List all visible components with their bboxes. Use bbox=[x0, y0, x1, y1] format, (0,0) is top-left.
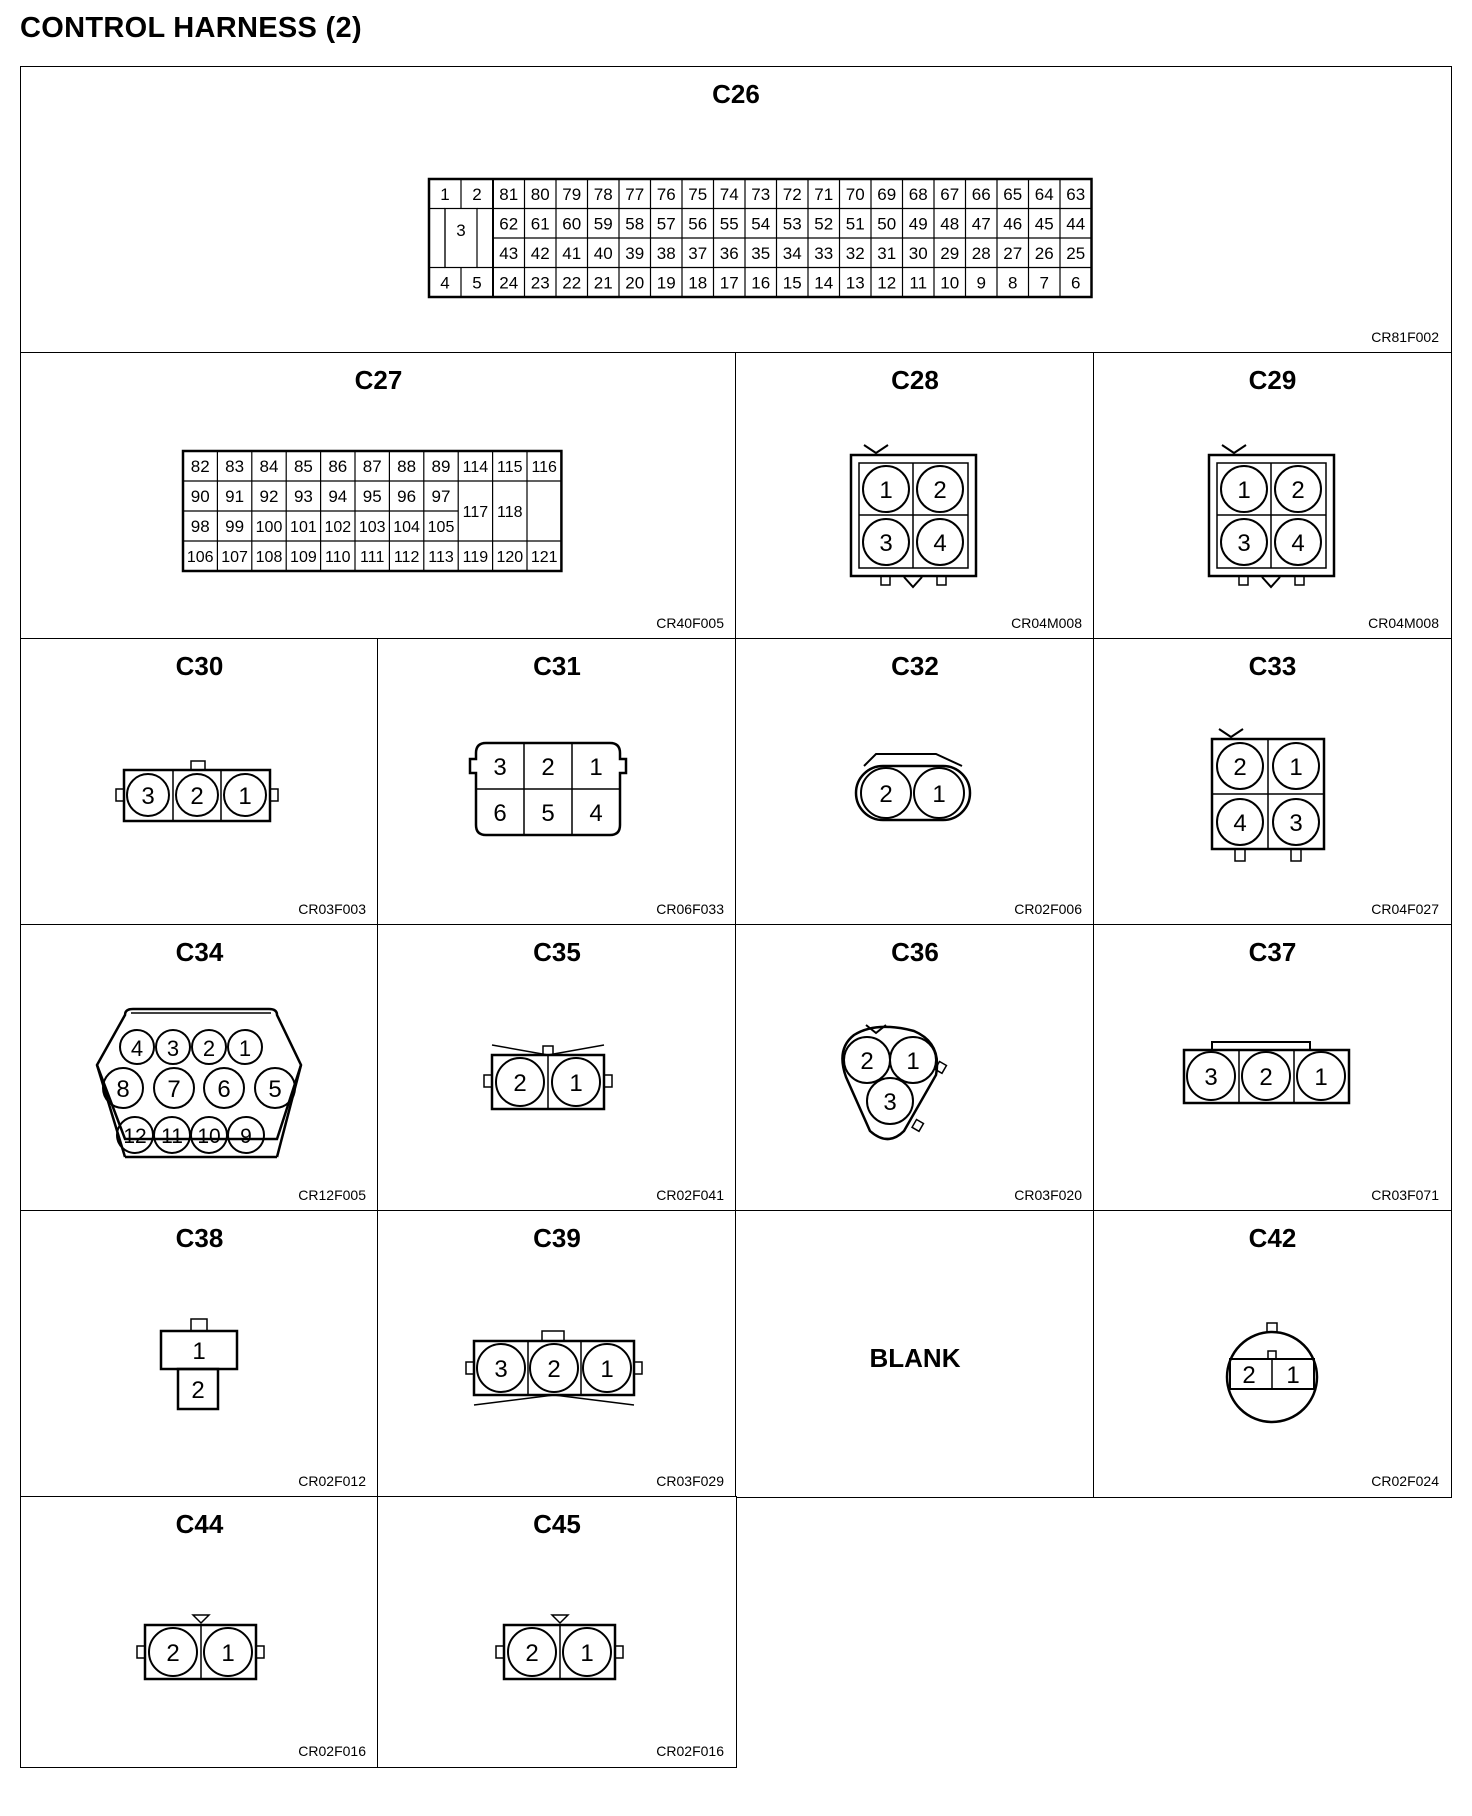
pin-number: 16 bbox=[751, 273, 771, 293]
connector-c34-diagram bbox=[21, 925, 381, 1213]
connector-c38-pin: 2 bbox=[191, 1377, 205, 1404]
pin-number: 110 bbox=[325, 549, 351, 566]
connector-c39-label: C39 bbox=[533, 1223, 581, 1253]
pin-number: 50 bbox=[877, 214, 897, 234]
pin-number: 29 bbox=[940, 244, 960, 263]
connector-c27-label: C27 bbox=[354, 365, 403, 395]
pin-number: 83 bbox=[225, 457, 245, 476]
connector-c38-diagram bbox=[21, 1211, 381, 1499]
pin-number: 31 bbox=[877, 244, 897, 263]
connector-c32-cell bbox=[735, 638, 1095, 926]
connector-c36-cell bbox=[735, 924, 1095, 1212]
pin-number: 84 bbox=[259, 457, 279, 476]
pin-number: 113 bbox=[428, 549, 454, 566]
pin-number: 60 bbox=[562, 214, 582, 234]
connector-c42-diagram bbox=[1094, 1211, 1454, 1499]
pin-number: 66 bbox=[971, 185, 991, 204]
pin-number: 38 bbox=[656, 244, 676, 263]
pin-number: 77 bbox=[625, 185, 645, 204]
pin-number: 46 bbox=[1003, 214, 1023, 234]
connector-c42-label: C42 bbox=[1248, 1223, 1297, 1253]
pin-number: 88 bbox=[397, 457, 417, 476]
pin-number: 57 bbox=[656, 214, 676, 234]
pin-number: 61 bbox=[530, 214, 550, 234]
pin-number: 45 bbox=[1034, 214, 1054, 234]
connector-c28-label: C28 bbox=[891, 365, 939, 395]
pin-number: 103 bbox=[358, 519, 386, 536]
connector-c26-label: C26 bbox=[712, 79, 760, 109]
pin-number: 73 bbox=[751, 185, 771, 204]
pin-number: 68 bbox=[908, 185, 928, 204]
connector-c37-code: CR03F071 bbox=[1371, 1187, 1439, 1203]
pin-number: 64 bbox=[1034, 185, 1054, 204]
blank-cell bbox=[735, 1210, 1095, 1498]
connector-c37-pin: 2 bbox=[1259, 1064, 1273, 1091]
connector-c31-pin: 1 bbox=[589, 754, 603, 781]
pin-number: 24 bbox=[499, 273, 519, 293]
connector-c36-pin: 3 bbox=[883, 1089, 897, 1116]
pin-number: 114 bbox=[462, 459, 489, 476]
connector-c39-pin: 1 bbox=[600, 1356, 614, 1383]
pin-number: 107 bbox=[221, 549, 248, 566]
pin-number: 106 bbox=[186, 549, 214, 566]
pin-number: 10 bbox=[940, 273, 960, 293]
pin-number: 9 bbox=[976, 273, 986, 293]
pin-number: 11 bbox=[909, 273, 928, 293]
pin-number: 85 bbox=[293, 457, 313, 476]
pin-number: 91 bbox=[225, 487, 245, 506]
connector-c36-label: C36 bbox=[891, 937, 939, 967]
pin-number: 105 bbox=[427, 519, 455, 536]
connector-c28-diagram bbox=[736, 353, 1096, 641]
pin-number: 25 bbox=[1066, 244, 1086, 263]
connector-c38-pin: 1 bbox=[192, 1338, 206, 1365]
connector-c45-pin: 1 bbox=[580, 1640, 594, 1667]
connector-c36-diagram bbox=[736, 925, 1096, 1213]
connector-c28-code: CR04M008 bbox=[1011, 615, 1082, 631]
connector-c30-code: CR03F003 bbox=[298, 901, 366, 917]
pin-number: 120 bbox=[496, 549, 524, 566]
pin-number: 101 bbox=[290, 519, 317, 536]
pin-number: 97 bbox=[431, 487, 451, 506]
pin-number: 119 bbox=[462, 549, 489, 566]
connector-c34-pin: 2 bbox=[202, 1036, 216, 1061]
connector-c34-pin: 3 bbox=[166, 1036, 180, 1061]
pin-number: 99 bbox=[225, 517, 245, 536]
blank-label: BLANK bbox=[869, 1343, 961, 1373]
pin-number: 96 bbox=[397, 487, 417, 506]
connector-c44-label: C44 bbox=[175, 1509, 224, 1539]
connector-c28-pin: 1 bbox=[879, 477, 893, 504]
connector-c33-pin: 1 bbox=[1289, 754, 1303, 781]
pin-number: 104 bbox=[393, 519, 420, 536]
connector-c38-code: CR02F012 bbox=[298, 1473, 366, 1489]
pin-number: 20 bbox=[625, 273, 645, 293]
pin-number: 27 bbox=[1003, 244, 1023, 263]
pin-number: 52 bbox=[814, 214, 834, 234]
connector-c44-diagram bbox=[21, 1497, 381, 1769]
connector-c29-pin: 4 bbox=[1291, 530, 1305, 557]
connector-c27-diagram bbox=[179, 443, 579, 573]
pin-number: 82 bbox=[190, 457, 210, 476]
connector-c32-code: CR02F006 bbox=[1014, 901, 1082, 917]
connector-c34-pin: 11 bbox=[161, 1125, 183, 1148]
connector-c30-diagram bbox=[21, 639, 381, 927]
connector-c37-pin: 1 bbox=[1314, 1064, 1328, 1091]
pin-number: 74 bbox=[719, 185, 739, 204]
connector-c33-pin: 2 bbox=[1233, 754, 1247, 781]
connector-c39-cell bbox=[377, 1210, 737, 1498]
pin-number: 53 bbox=[782, 214, 802, 234]
pin-number: 15 bbox=[782, 273, 802, 293]
connector-c33-code: CR04F027 bbox=[1371, 901, 1439, 917]
pin-number: 59 bbox=[593, 214, 613, 234]
pin-number: 1 bbox=[440, 185, 450, 204]
pin-number: 72 bbox=[782, 185, 802, 204]
connector-c28-cell bbox=[735, 352, 1095, 640]
connector-c26-cell bbox=[20, 66, 1452, 354]
pin-number: 48 bbox=[940, 214, 960, 234]
connector-c34-pin: 10 bbox=[197, 1125, 221, 1148]
pin-number: 18 bbox=[688, 273, 708, 293]
pin-number: 89 bbox=[431, 457, 451, 476]
connector-c33-cell bbox=[1093, 638, 1452, 926]
connector-c44-code: CR02F016 bbox=[298, 1743, 366, 1759]
pin-number: 49 bbox=[908, 214, 928, 234]
pin-number: 86 bbox=[328, 457, 348, 476]
pin-number: 80 bbox=[530, 185, 550, 204]
pin-number: 40 bbox=[593, 244, 613, 263]
connector-c31-pin: 4 bbox=[589, 800, 603, 827]
pin-number: 93 bbox=[293, 487, 313, 506]
pin-number: 12 bbox=[877, 273, 897, 293]
pin-number: 90 bbox=[190, 487, 210, 506]
pin-number: 111 bbox=[360, 549, 385, 566]
connector-c39-diagram bbox=[378, 1211, 738, 1499]
pin-number: 67 bbox=[940, 185, 960, 204]
pin-number: 6 bbox=[1071, 273, 1081, 293]
connector-c44-cell bbox=[20, 1496, 379, 1768]
pin-number: 109 bbox=[290, 549, 317, 566]
connector-c34-code: CR12F005 bbox=[298, 1187, 366, 1203]
connector-c29-code: CR04M008 bbox=[1368, 615, 1439, 631]
pin-number: 95 bbox=[362, 487, 382, 506]
connector-c29-pin: 1 bbox=[1237, 477, 1251, 504]
connector-c34-label: C34 bbox=[175, 937, 224, 967]
pin-number: 62 bbox=[499, 214, 519, 234]
connector-c28-pin: 4 bbox=[933, 530, 947, 557]
connector-c42-cell bbox=[1093, 1210, 1452, 1498]
connector-c34-cell bbox=[20, 924, 379, 1212]
connector-c33-label: C33 bbox=[1248, 651, 1297, 681]
pin-number: 115 bbox=[497, 459, 523, 476]
pin-number: 75 bbox=[688, 185, 708, 204]
pin-number: 7 bbox=[1039, 273, 1049, 293]
pin-number: 8 bbox=[1008, 273, 1018, 293]
pin-number: 100 bbox=[255, 519, 283, 536]
connector-c45-cell bbox=[377, 1496, 737, 1768]
pin-number: 118 bbox=[497, 504, 523, 521]
pin-number: 41 bbox=[562, 244, 582, 263]
pin-number: 37 bbox=[688, 244, 708, 263]
connector-c30-pin: 3 bbox=[141, 783, 155, 810]
connector-c31-pin: 6 bbox=[493, 800, 507, 827]
connector-c30-cell bbox=[20, 638, 379, 926]
connector-c38-cell bbox=[20, 1210, 379, 1498]
connector-c29-cell bbox=[1093, 352, 1452, 640]
pin-number: 42 bbox=[530, 244, 550, 263]
page-title: CONTROL HARNESS (2) bbox=[20, 12, 362, 44]
connector-c37-diagram bbox=[1094, 925, 1454, 1213]
pin-number: 112 bbox=[393, 549, 420, 566]
pin-number: 47 bbox=[971, 214, 991, 234]
pin-number: 102 bbox=[324, 519, 352, 536]
connector-c34-pin: 6 bbox=[217, 1076, 231, 1103]
connector-c36-pin: 1 bbox=[906, 1048, 920, 1075]
connector-c34-pin: 8 bbox=[116, 1076, 130, 1103]
connector-c45-code: CR02F016 bbox=[656, 1743, 724, 1759]
pin-number: 116 bbox=[531, 459, 557, 476]
pin-number: 33 bbox=[814, 244, 834, 263]
pin-number: 98 bbox=[190, 517, 210, 536]
connector-c34-pin: 9 bbox=[240, 1125, 252, 1148]
pin-number: 94 bbox=[328, 487, 348, 506]
connector-c29-label: C29 bbox=[1248, 365, 1297, 395]
connector-c35-cell bbox=[377, 924, 737, 1212]
pin-number: 121 bbox=[530, 549, 558, 566]
connector-c31-label: C31 bbox=[533, 651, 581, 681]
connector-c45-label: C45 bbox=[533, 1509, 581, 1539]
connector-c44-pin: 1 bbox=[221, 1640, 235, 1667]
pin-number: 69 bbox=[877, 185, 897, 204]
connector-c30-label: C30 bbox=[175, 651, 224, 681]
pin-number: 23 bbox=[530, 273, 550, 293]
pin-number: 26 bbox=[1034, 244, 1054, 263]
pin-number: 2 bbox=[472, 185, 482, 204]
connector-c32-label: C32 bbox=[891, 651, 939, 681]
connector-c34-pin: 7 bbox=[167, 1076, 181, 1103]
pin-number: 21 bbox=[593, 273, 613, 293]
pin-number: 19 bbox=[656, 273, 676, 293]
pin-number: 39 bbox=[625, 244, 645, 263]
connector-c28-pin: 2 bbox=[933, 477, 947, 504]
pin-number: 44 bbox=[1066, 214, 1086, 234]
connector-c31-pin: 5 bbox=[541, 800, 555, 827]
connector-c36-pin: 2 bbox=[860, 1048, 874, 1075]
pin-number: 43 bbox=[499, 244, 519, 263]
connector-c35-label: C35 bbox=[533, 937, 581, 967]
connector-c26-code: CR81F002 bbox=[1371, 329, 1439, 345]
pin-number: 14 bbox=[814, 273, 834, 293]
connector-c35-diagram bbox=[378, 925, 738, 1213]
pin-number: 87 bbox=[362, 457, 382, 476]
pin-number: 4 bbox=[440, 273, 450, 293]
connector-c31-diagram bbox=[378, 639, 738, 927]
pin-number: 79 bbox=[562, 185, 582, 204]
connector-c38-label: C38 bbox=[175, 1223, 224, 1253]
pin-number: 81 bbox=[499, 185, 519, 204]
connector-c32-pin: 1 bbox=[932, 781, 946, 808]
pin-number: 13 bbox=[845, 273, 865, 293]
connector-c29-diagram bbox=[1094, 353, 1454, 641]
connector-c42-code: CR02F024 bbox=[1371, 1473, 1439, 1489]
pin-number: 56 bbox=[688, 214, 708, 234]
connector-c36-code: CR03F020 bbox=[1014, 1187, 1082, 1203]
connector-c35-pin: 1 bbox=[569, 1070, 583, 1097]
connector-c34-pin: 5 bbox=[268, 1076, 282, 1103]
pin-number: 30 bbox=[908, 244, 928, 263]
connector-c30-pin: 1 bbox=[238, 783, 252, 810]
connector-c28-pin: 3 bbox=[879, 530, 893, 557]
connector-c31-cell bbox=[377, 638, 737, 926]
pin-number: 108 bbox=[255, 549, 283, 566]
pin-number: 92 bbox=[259, 487, 279, 506]
connector-c37-label: C37 bbox=[1248, 937, 1297, 967]
pin-number: 3 bbox=[456, 221, 466, 240]
connector-c34-pin: 1 bbox=[238, 1036, 252, 1061]
pin-number: 70 bbox=[845, 185, 865, 204]
connector-c45-pin: 2 bbox=[525, 1640, 539, 1667]
pin-number: 63 bbox=[1066, 185, 1086, 204]
connector-c35-pin: 2 bbox=[513, 1070, 527, 1097]
connector-c29-pin: 3 bbox=[1237, 530, 1251, 557]
connector-c39-pin: 3 bbox=[494, 1356, 508, 1383]
connector-c37-cell bbox=[1093, 924, 1452, 1212]
connector-c32-diagram bbox=[736, 639, 1096, 927]
connector-c33-pin: 3 bbox=[1289, 810, 1303, 837]
pin-number: 55 bbox=[719, 214, 739, 234]
connector-c39-pin: 2 bbox=[547, 1356, 561, 1383]
connector-c33-pin: 4 bbox=[1233, 810, 1247, 837]
connector-c45-diagram bbox=[378, 1497, 738, 1769]
pin-number: 35 bbox=[751, 244, 771, 263]
connector-c33-diagram bbox=[1094, 639, 1454, 927]
connector-c44-pin: 2 bbox=[166, 1640, 180, 1667]
connector-c30-pin: 2 bbox=[190, 783, 204, 810]
connector-c31-pin: 2 bbox=[541, 754, 555, 781]
connector-c26-diagram bbox=[409, 167, 1089, 293]
connector-c27-cell bbox=[20, 352, 737, 640]
pin-number: 78 bbox=[593, 185, 613, 204]
pin-number: 71 bbox=[814, 185, 834, 204]
connector-c39-code: CR03F029 bbox=[656, 1473, 724, 1489]
connector-c35-code: CR02F041 bbox=[656, 1187, 724, 1203]
pin-number: 51 bbox=[845, 214, 865, 234]
connector-c29-pin: 2 bbox=[1291, 477, 1305, 504]
connector-c32-pin: 2 bbox=[879, 781, 893, 808]
connector-c34-pin: 12 bbox=[123, 1125, 147, 1148]
pin-number: 22 bbox=[562, 273, 582, 293]
pin-number: 117 bbox=[462, 504, 489, 521]
pin-number: 32 bbox=[845, 244, 865, 263]
pin-number: 58 bbox=[625, 214, 645, 234]
connector-c42-pin: 2 bbox=[1242, 1362, 1256, 1389]
pin-number: 28 bbox=[971, 244, 991, 263]
pin-number: 65 bbox=[1003, 185, 1023, 204]
pin-number: 34 bbox=[782, 244, 802, 263]
pin-number: 54 bbox=[751, 214, 771, 234]
connector-c42-pin: 1 bbox=[1286, 1362, 1300, 1389]
pin-number: 76 bbox=[656, 185, 676, 204]
pin-number: 17 bbox=[719, 273, 739, 293]
connector-c37-pin: 3 bbox=[1204, 1064, 1218, 1091]
pin-number: 36 bbox=[719, 244, 739, 263]
connector-c34-pin: 4 bbox=[130, 1036, 144, 1061]
connector-c31-pin: 3 bbox=[493, 754, 507, 781]
pin-number: 5 bbox=[472, 273, 482, 293]
connector-c31-code: CR06F033 bbox=[656, 901, 724, 917]
connector-c27-code: CR40F005 bbox=[656, 615, 724, 631]
